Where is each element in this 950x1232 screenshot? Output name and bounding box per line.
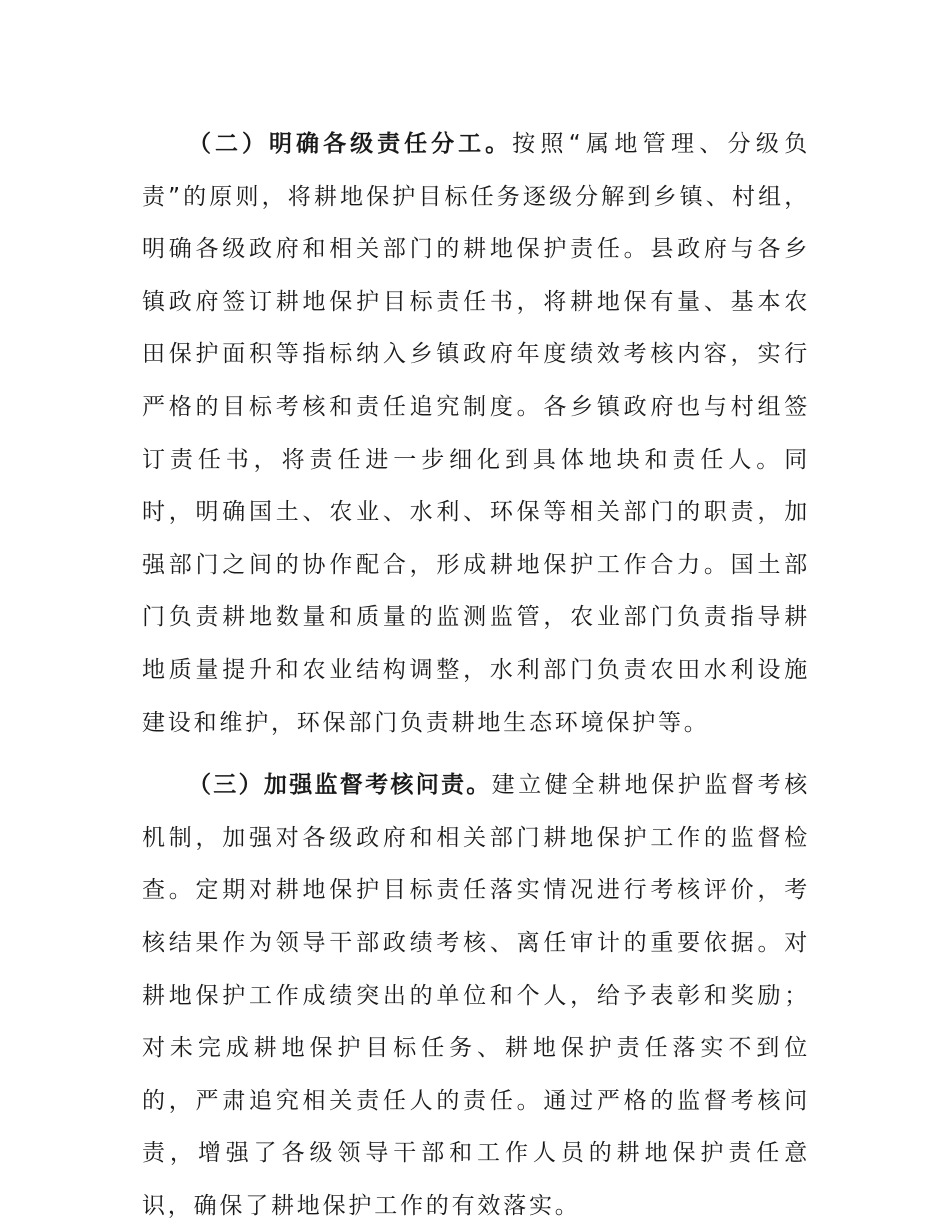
paragraph-text: 按照“属地管理、分级负责”的原则，将耕地保护目标任务逐级分解到乡镇、村组，明确各级政府和相关部门的耕地保护责任。县政府与各乡镇政府签订耕地保护目标责任书，将耕地保有量、基本农田保护面积等指标纳入乡镇政府年度绩效考核内容，实行严格的目标考核和责任追究制度。各乡镇政府也与村组签订责任书，将责任进一步细化到具体地块和责任人。同时，明确国土、农业、水利、环保等相关部门的职责，加强部门之间的协作配合，形成耕地保护工作合力。国土部门负责耕地数量和质量的监测监管，农业部门负责指导耕地质量提升和农业结构调整，水利部门负责农田水利设施建设和维护，环保部门负责耕地生态环境保护等。 <box>142 131 810 736</box>
paragraph-text: 建立健全耕地保护监督考核机制，加强对各级政府和相关部门耕地保护工作的监督检查。定期对耕地保护目标责任落实情况进行考核评价，考核结果作为领导干部政绩考核、离任审计的重要依据。对耕地保护工作成绩突出的单位和个人，给予表彰和奖励；对未完成耕地保护目标任务、耕地保护责任落实不到位的，严肃追究相关责任人的责任。通过严格的监督考核问责，增强了各级领导干部和工作人员的耕地保护责任意识，确保了耕地保护工作的有效落实。 <box>142 772 811 1219</box>
paragraph-supervision-accountability <box>142 759 810 1232</box>
section-heading: （三）加强监督考核问责。 <box>188 772 492 799</box>
document-body <box>142 118 810 1232</box>
section-heading: （二）明确各级责任分工。 <box>188 131 513 157</box>
paragraph-responsibility-division <box>142 118 810 749</box>
